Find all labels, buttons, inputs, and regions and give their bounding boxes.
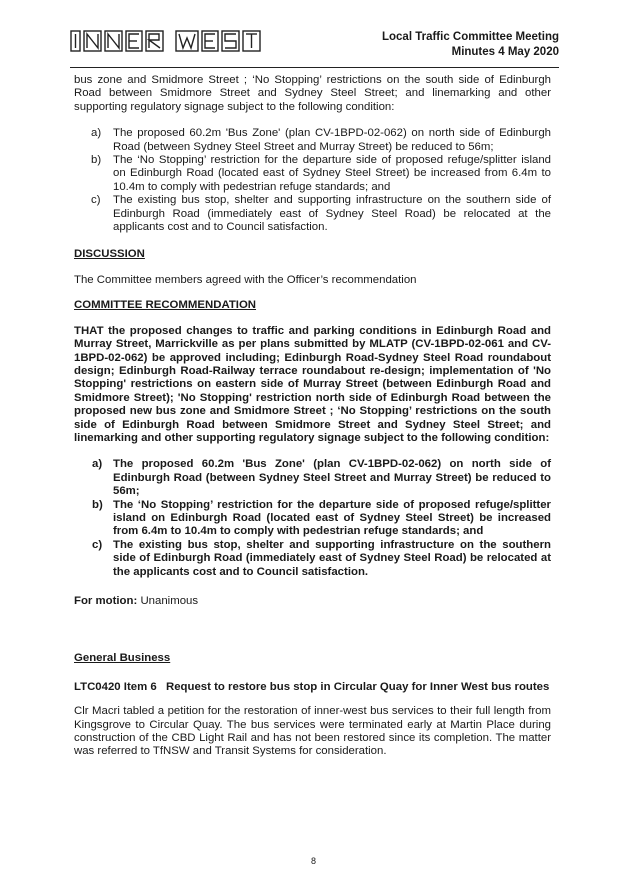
- motion-line: [74, 595, 551, 608]
- list-item: a) The proposed 60.2m 'Bus Zone' (plan CV-1BPD-02-062) on north side of Edinburgh Road (between Sydney Steel Street and Murray Street) be reduced to 56m;: [91, 127, 551, 153]
- meeting-name: Local Traffic Committee Meeting: [381, 31, 559, 43]
- minutes-body: [74, 74, 551, 759]
- motion-label: For motion:: [74, 595, 138, 607]
- inner-west-logo: [70, 28, 270, 54]
- item-code: LTC0420 Item 6: [74, 680, 157, 693]
- motion-value: Unanimous: [140, 595, 199, 607]
- list-item: b) The ‘No Stopping’ restriction for the departure side of proposed refuge/splitter island on Edinburgh Road (located east of Sydney Steel Street) be increased from 6.4m to 10.4m to comply with pedestrian refuge standards; and: [92, 498, 551, 538]
- item-text: Clr Macri tabled a petition for the restoration of inner-west bus services to their full length from Kingsgrove to Circular Quay. The bus services were terminated early at Martin Place during construction of the CBD Light Rail and has not been restored since its completion. The matter was referred to TfNSW and Transit Systems for consideration.: [74, 705, 551, 758]
- list-item: a) The proposed 60.2m 'Bus Zone' (plan CV-1BPD-02-062) on north side of Edinburgh Road (between Sydney Steel Street and Murray Street) be reduced to 56m;: [92, 458, 551, 498]
- recommendation-condition-list: [74, 458, 551, 579]
- list-item: c) The existing bus stop, shelter and supporting infrastructure on the southern side of Edinburgh Road (immediately east of Sydney Steel Road) be relocated at the applicants cost and to Council satisfaction.: [91, 194, 551, 234]
- general-business-heading: General Business: [74, 652, 171, 665]
- intro-condition-list: [74, 127, 551, 234]
- recommendation-heading: COMMITTEE RECOMMENDATION: [74, 299, 257, 312]
- discussion-text: The Committee members agreed with the Officer’s recommendation: [74, 273, 417, 286]
- list-item: c) The existing bus stop, shelter and supporting infrastructure on the southern side of Edinburgh Road (immediately east of Sydney Steel Road) be relocated at the applicants cost and to Council satisfaction.: [92, 538, 551, 578]
- discussion-heading: DISCUSSION: [74, 248, 145, 261]
- page-number: 8: [310, 856, 316, 866]
- page-header: [70, 26, 559, 66]
- item-title: Request to restore bus stop in Circular Quay for Inner West bus routes: [166, 680, 550, 693]
- meeting-title: [382, 30, 559, 60]
- list-item: b) The ‘No Stopping’ restriction for the departure side of proposed refuge/splitter island on Edinburgh Road (located east of Sydney Steel Street) be increased from 6.4m to 10.4m to comply with pedestrian refuge standards; and: [91, 154, 551, 193]
- intro-paragraph: bus zone and Smidmore Street ; ‘No Stopping’ restrictions on the south side of Edinburgh Road between Smidmore Street and Sydney Steel Street; and linemarking and other supporting regulatory signage subject to the following condition:: [74, 74, 551, 113]
- meeting-date: Minutes 4 May 2020: [451, 46, 559, 58]
- header-divider: [70, 67, 559, 68]
- item-heading: [74, 681, 551, 694]
- recommendation-text: THAT the proposed changes to traffic and parking conditions in Edinburgh Road and Murray Street, Marrickville as per plans submitted by MLATP (CV-1BPD-02-061 and CV-1BPD-02-062) be approved including; Edinburgh Road-Sydney Steel Road roundabout design; Edinburgh Road-Railway terrace roundabout re-design; implementation of 'No Stopping' restrictions on eastern side of Murray Street (between Edinburgh Road and Smidmore Street); 'No Stopping' restriction north side of Edinburgh Road between the proposed new bus zone and Smidmore Street ; ‘No Stopping’ restrictions on the south side of Edinburgh Road between Smidmore Street and Sydney Steel Street; and linemarking and other supporting regulatory signage subject to the following condition:: [74, 324, 551, 444]
